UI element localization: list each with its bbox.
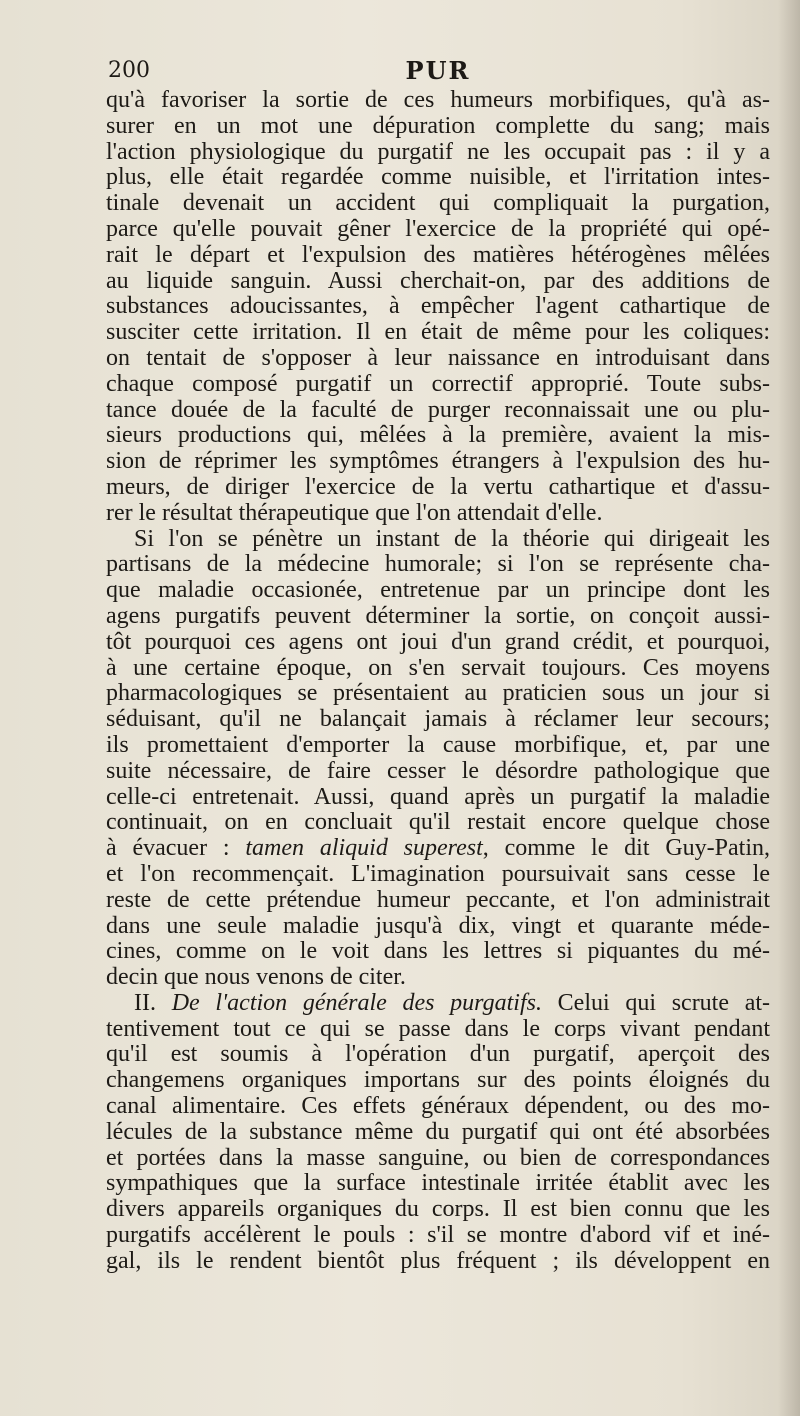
text-line: tance douée de la faculté de purger reconnaissait une ou plu- [106,396,770,423]
text-line: surer en un mot une dépuration complette du sang; mais [106,112,770,139]
text-line: qu'à favoriser la sortie de ces humeurs morbifiques, qu'à as- [106,87,770,113]
running-head: PUR [405,56,471,85]
page-number: 200 [108,58,150,83]
page-edge-shadow [778,0,800,1416]
text-line: sympathiques que la surface intestinale irritée établit avec les [106,1170,770,1197]
text-fragment: à évacuer : [106,835,246,862]
text-line: decin que nous venons de citer. [106,964,406,991]
text-line-with-italic [106,836,770,862]
text-line: changemens organiques importans sur des points éloignés du [106,1067,770,1094]
text-line: dans une seule maladie jusqu'à dix, vingt et quarante méde- [106,912,770,939]
text-line: pharmacologiques se présentaient au praticien sous un jour si [106,680,770,707]
body-text [106,88,770,1275]
text-fragment: Celui qui scrute at- [541,989,771,1016]
paragraph-2 [106,527,770,991]
section-title: De l'action générale des purgatifs. [171,989,542,1016]
text-line: meurs, de diriger l'exercice de la vertu cathartique et d'assu- [106,473,770,500]
text-line: celle-ci entretenait. Aussi, quand après un purgatif la maladie [106,783,770,810]
latin-quotation: tamen aliquid superest [245,835,483,862]
text-line: substances adoucissantes, à empêcher l'agent cathartique de [106,293,770,320]
text-line: lécules de la substance même du purgatif qui ont été absorbées [106,1118,770,1145]
text-line: parce qu'elle pouvait gêner l'exercice de la propriété qui opé- [106,215,770,242]
text-line: plus, elle était regardée comme nuisible, et l'irritation intes- [106,164,770,191]
text-line: à une certaine époque, on s'en servait toujours. Ces moyens [106,654,770,681]
paragraph-3 [106,991,770,1275]
text-line: tinale devenait un accident qui compliquait la purgation, [106,190,770,217]
text-line: rait le départ et l'expulsion des matières hétérogènes mêlées [106,241,770,268]
text-line: l'action physiologique du purgatif ne les occupait pas : il y a [106,138,770,165]
text-line: canal alimentaire. Ces effets généraux dépendent, ou des mo- [106,1093,770,1120]
paragraph-1 [106,88,770,527]
text-line: purgatifs accélèrent le pouls : s'il se montre d'abord vif et iné- [106,1222,770,1249]
text-line: Si l'on se pénètre un instant de la théorie qui dirigeait les [134,525,770,552]
section-heading-line [106,991,770,1017]
text-line: partisans de la médecine humorale; si l'on se représente cha- [106,551,770,578]
text-line: reste de cette prétendue humeur peccante, et l'on administrait [106,886,770,913]
text-line: divers appareils organiques du corps. Il est bien connu que les [106,1196,770,1223]
page-header [108,56,768,86]
text-fragment: , comme le dit Guy-Patin, [482,835,770,862]
text-line: gal, ils le rendent bientôt plus fréquent ; ils développent en [106,1247,770,1274]
text-line: ils promettaient d'emporter la cause morbifique, et, par une [106,731,770,758]
text-line: tentivement tout ce qui se passe dans le corps vivant pendant [106,1015,770,1042]
text-line: rer le résultat thérapeutique que l'on attendait d'elle. [106,499,603,526]
text-line: sion de réprimer les symptômes étrangers à l'expulsion des hu- [106,448,770,475]
text-line: cines, comme on le voit dans les lettres si piquantes du mé- [106,938,770,965]
text-line: qu'il est soumis à l'opération d'un purgatif, aperçoit des [106,1041,770,1068]
text-line: et portées dans la masse sanguine, ou bien de correspondances [106,1144,770,1171]
text-line: au liquide sanguin. Aussi cherchait-on, par des additions de [106,267,770,294]
text-line: et l'on recommençait. L'imagination poursuivait sans cesse le [106,860,770,887]
text-line: séduisant, qu'il ne balançait jamais à réclamer leur secours; [106,706,770,733]
text-line: sieurs productions qui, mêlées à la première, avaient la mis- [106,422,770,449]
text-line: suite nécessaire, de faire cesser le désordre pathologique que [106,757,770,784]
text-line: susciter cette irritation. Il en était de même pour les coliques: [106,319,770,346]
text-line: chaque composé purgatif un correctif approprié. Toute subs- [106,370,770,397]
section-number: II. [134,989,172,1016]
text-line: tôt pourquoi ces agens ont joui d'un grand crédit, et pourquoi, [106,628,770,655]
text-line: on tentait de s'opposer à leur naissance en introduisant dans [106,344,770,371]
text-line: que maladie occasionée, entretenue par un principe dont les [106,577,770,604]
text-line: agens purgatifs peuvent déterminer la sortie, on conçoit aussi- [106,602,770,629]
text-line: continuait, on en concluait qu'il restait encore quelque chose [106,809,770,836]
